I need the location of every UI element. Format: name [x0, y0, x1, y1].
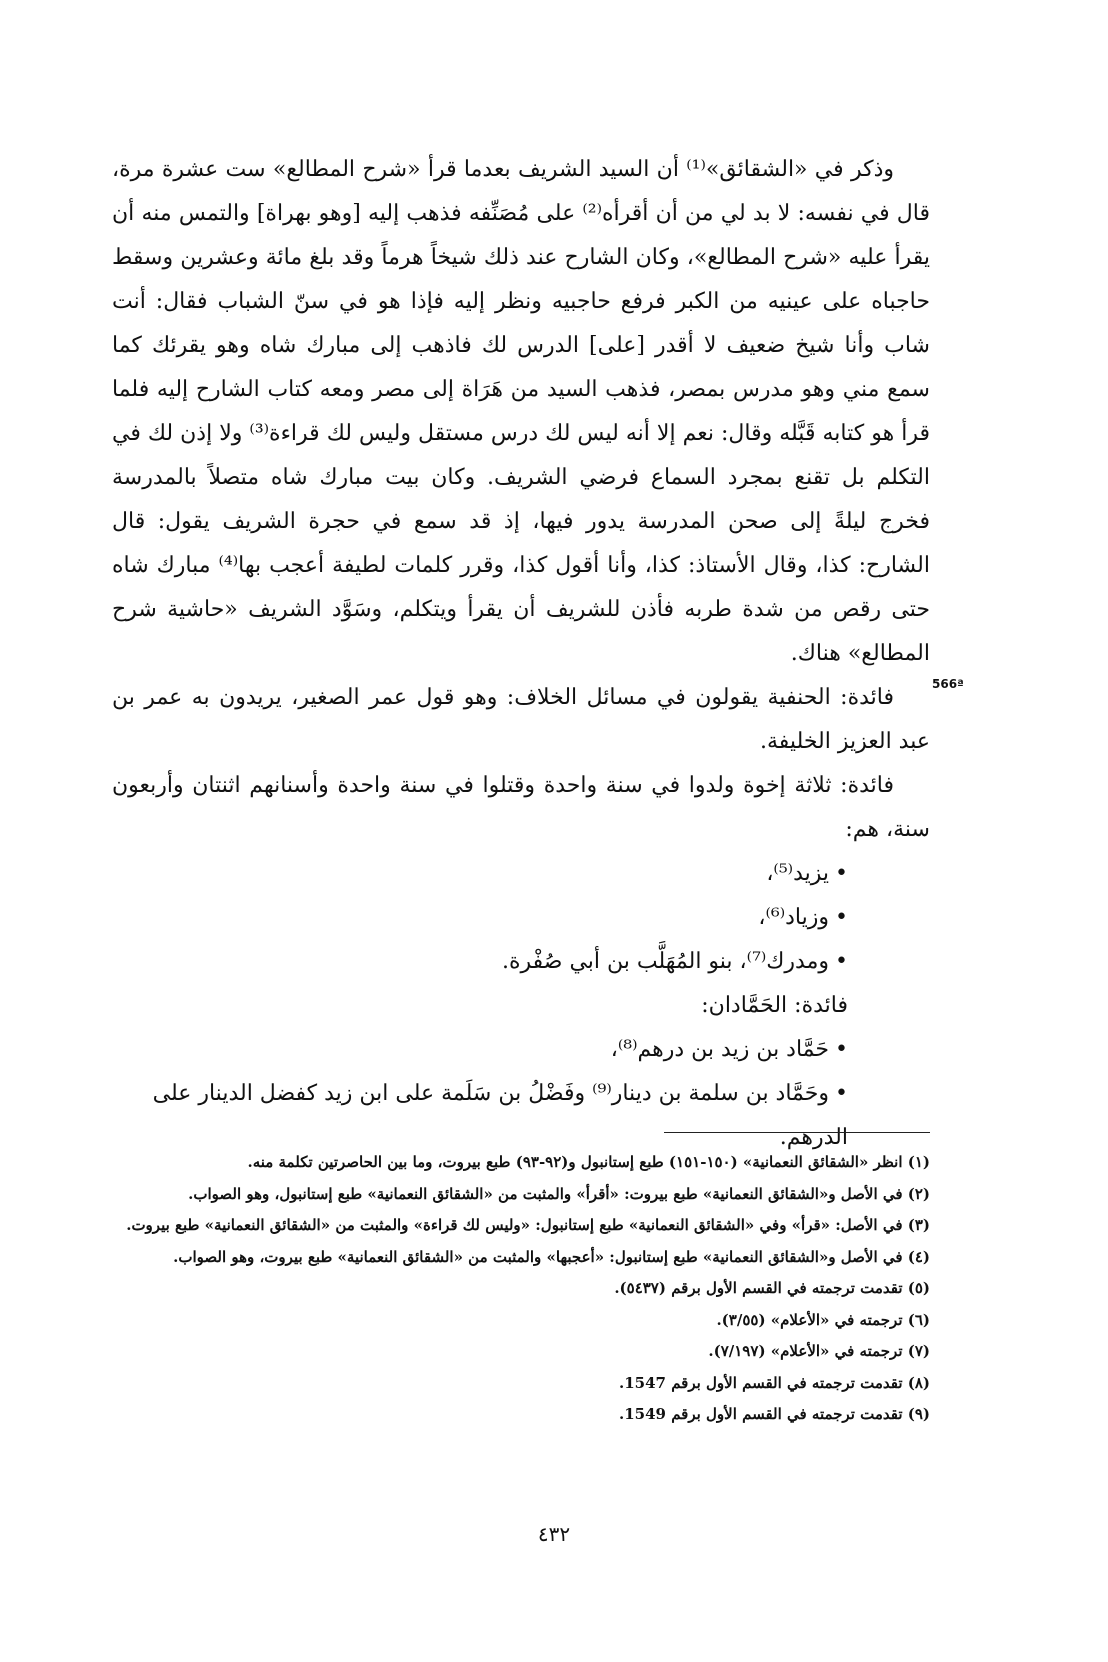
footnote: (٤) في الأصل و«الشقائق النعمانية» طبع إستانبول: «أعجبها» والمثبت من «الشقائق النعمانية» طبع بيروت، وهو الصواب. [173, 1247, 930, 1266]
footnote: (٥) تقدمت ترجمته في القسم الأول برقم (٥٤٣٧). [614, 1279, 930, 1297]
faida-three-brothers: فائدة: ثلاثة إخوة ولدوا في سنة واحدة وقتلوا في سنة واحدة وأسنانهم اثنتان وأربعون سنة، هم: [112, 773, 930, 842]
main-text [112, 148, 930, 1160]
bullet-icon: • [835, 1037, 848, 1062]
footnote: (١) انظر «الشقائق النعمانية» (١٥٠-١٥١) طبع إستانبول و(٩٢-٩٣) طبع بيروت، وما بين الحاصرتين تكلمة منه. [247, 1153, 930, 1171]
hammadan-list [112, 1028, 930, 1160]
manuscript-folio-marker: 566ª [932, 677, 964, 691]
footnote: (٩) تقدمت ترجمته في القسم الأول برقم 1549. [618, 1405, 930, 1423]
footnote: (٧) ترجمته في «الأعلام» (٧/١٩٧). [708, 1342, 930, 1360]
bullet-icon: • [835, 861, 848, 886]
list-item: •وحَمَّاد بن سلمة بن دينار⁽⁹⁾ وفَضْلُ بن سَلَمة على ابن زيد كفضل الدينار على الدرهم. [152, 1081, 848, 1150]
page-number: ٤٣٢ [537, 1522, 571, 1546]
faida-hanafiyya: فائدة: الحنفية يقولون في مسائل الخلاف: وهو قول عمر الصغير، يريدون به عمر بن عبد العزيز الخليفة. [112, 685, 930, 754]
footnote: (٣) في الأصل: «قرأ» وفي «الشقائق النعمانية» طبع إستانبول: «وليس لك قراءة» والمثبت من «الشقائق النعمانية» طبع بيروت. [126, 1216, 930, 1234]
footnote-separator [664, 1132, 930, 1133]
bullet-icon: • [835, 1081, 848, 1106]
footnote: (٨) تقدمت ترجمته في القسم الأول برقم 1547. [618, 1373, 930, 1392]
list-item: •وزياد⁽⁶⁾، [758, 905, 848, 930]
list-item: •يزيد⁽⁵⁾، [766, 861, 848, 886]
brothers-list [112, 852, 930, 984]
footnotes [112, 1147, 930, 1431]
paragraph-shaqaiq: وذكر في «الشقائق»⁽¹⁾ أن السيد الشريف بعدما قرأ «شرح المطالع» ست عشرة مرة، قال في نفسه: لا بد لي من أن أقرأه⁽²⁾ على مُصَنِّفه فذهب إليه [وهو بهراة] والتمس منه أن يقرأ عليه «شرح المطالع»، وكان الشارح عند ذلك شيخاً هرماً وقد بلغ مائة وعشرين وسقط حاجباه على عينيه من الكبر فرفع حاجبيه ونظر إليه فإذا هو في سنّ الشباب فقال: أنت شاب وأنا شيخ ضعيف لا أقدر [على] الدرس لك فاذهب إلى مبارك شاه وهو يقرئك كما سمع مني وهو مدرس بمصر، فذهب السيد من هَرَاة إلى مصر ومعه كتاب الشارح إليه فلما قرأ هو كتابه قَبَّله وقال: نعم إلا أنه ليس لك درس مستقل وليس لك قراءة⁽³⁾ ولا إذن لك في التكلم بل تقنع بمجرد السماع فرضي الشريف. وكان بيت مبارك شاه متصلاً بالمدرسة فخرج ليلةً إلى صحن المدرسة يدور فيها، إذ قد سمع في حجرة الشريف يقول: قال الشارح: كذا، وقال الأستاذ: كذا، وأنا أقول كذا، وقرر كلمات لطيفة أعجب بها⁽⁴⁾ مبارك شاه حتى رقص من شدة طربه فأذن للشريف أن يقرأ ويتكلم، وسَوَّد الشريف «حاشية شرح المطالع» هناك. [112, 157, 931, 666]
list-item: •ومدرك⁽⁷⁾، بنو المُهَلَّب بن أبي صُفْرة. [501, 949, 848, 974]
list-item: •حَمَّاد بن زيد بن درهم⁽⁸⁾، [610, 1037, 848, 1062]
bullet-icon: • [835, 905, 848, 930]
bullet-icon: • [835, 949, 848, 974]
faida-hammadan: فائدة: الحَمَّادان: [701, 993, 848, 1018]
footnote: (٦) ترجمته في «الأعلام» (٣/٥٥). [716, 1310, 930, 1329]
footnote: (٢) في الأصل و«الشقائق النعمانية» طبع بيروت: «أقرأ» والمثبت من «الشقائق النعمانية» طبع إستانبول، وهو الصواب. [188, 1184, 930, 1203]
